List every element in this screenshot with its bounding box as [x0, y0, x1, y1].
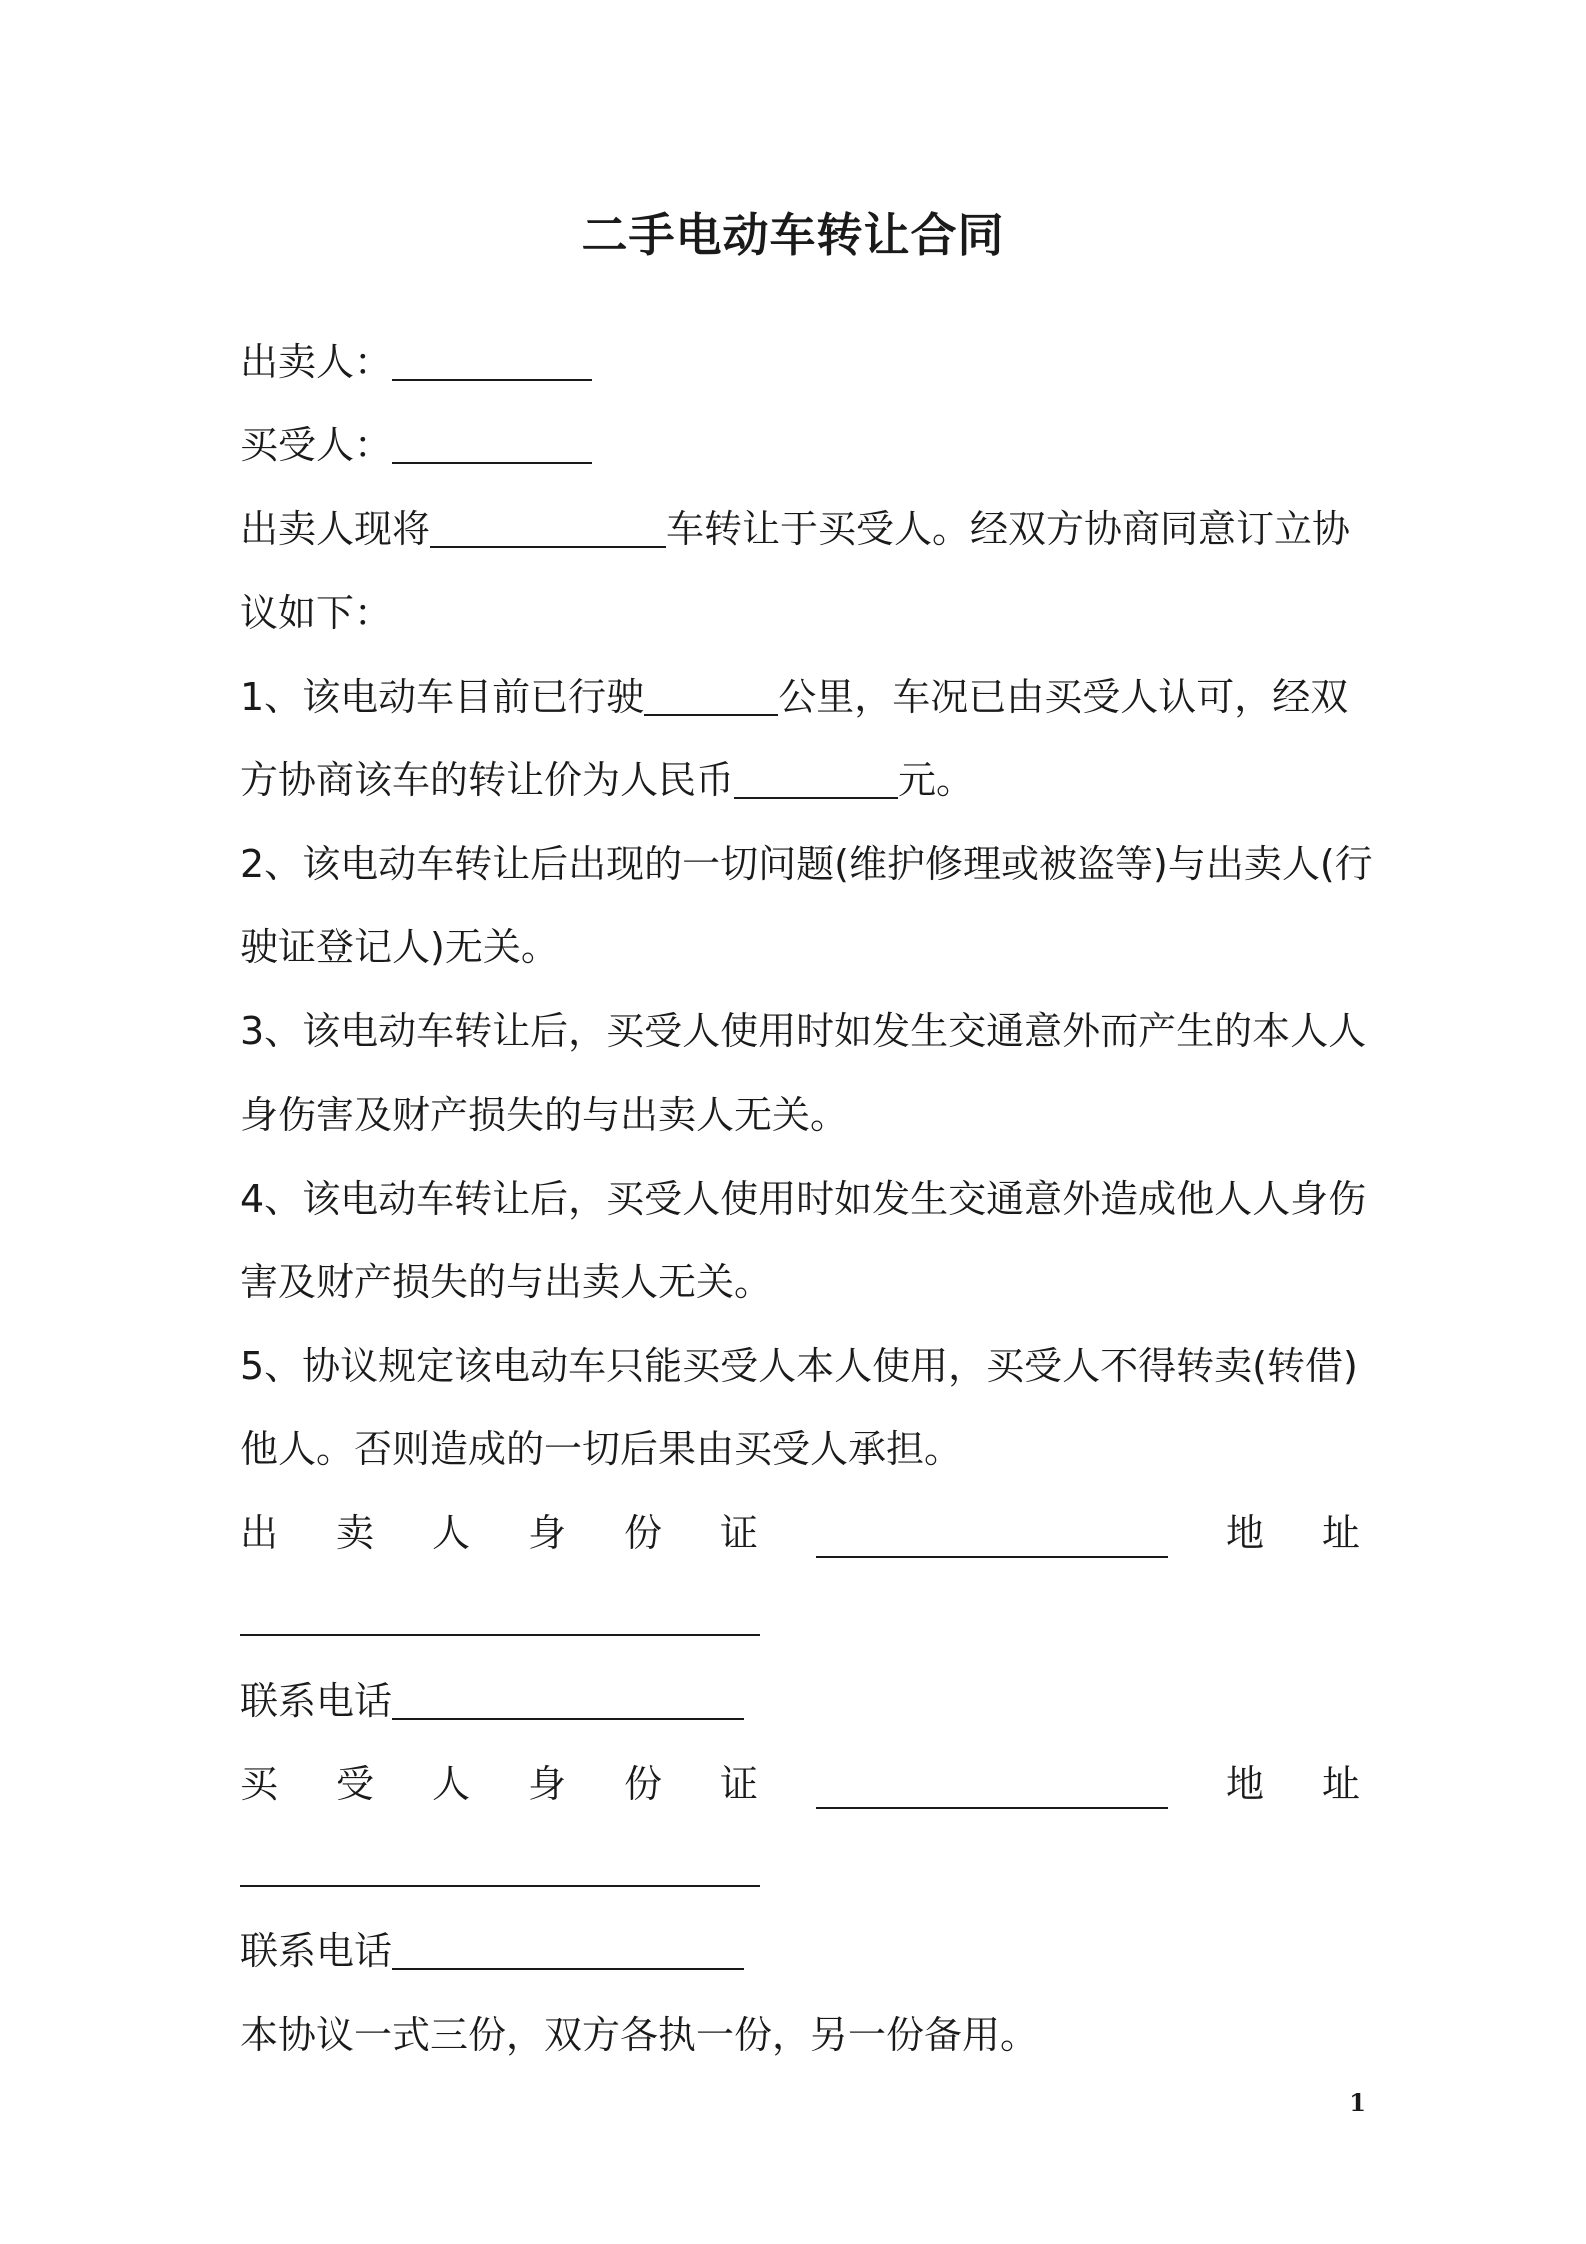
clause-2-line-2: 驶证登记人)无关。: [240, 925, 559, 969]
buyer-phone-line: [240, 1926, 1360, 1976]
closing-statement: 本协议一式三份，双方各执一份，另一份备用。: [240, 2013, 1039, 2057]
seller-label: 出卖人：: [240, 340, 393, 384]
buyer-id-char: 证: [720, 1762, 759, 1806]
clause-1-text-2: 公里，车况已由买受人认可，经双: [778, 675, 1349, 719]
clause-4-line-1: 4、该电动车转让后，买受人使用时如发生交通意外造成他人人身伤: [240, 1177, 1367, 1221]
buyer-address-line: [240, 1843, 1360, 1893]
clause-2-line-1: 2、该电动车转让后出现的一切问题(维护修理或被盗等)与出卖人(行: [240, 842, 1373, 886]
price-blank: [734, 757, 898, 799]
clause-1-text-1: 1、该电动车目前已行驶: [240, 675, 645, 719]
seller-id-char: 身: [528, 1511, 567, 1555]
mileage-blank: [644, 674, 778, 716]
buyer-name-blank: [392, 422, 592, 464]
seller-address-blank: [240, 1594, 760, 1636]
buyer-id-char: 人: [432, 1762, 471, 1806]
seller-id-char: 出: [240, 1511, 279, 1555]
buyer-id-char: 买: [240, 1762, 279, 1806]
buyer-id-char: 身: [528, 1762, 567, 1806]
seller-id-char: 份: [624, 1511, 663, 1555]
buyer-id-char: 份: [624, 1762, 663, 1806]
clause-5-line-2: 他人。否则造成的一切后果由买受人承担。: [240, 1427, 963, 1471]
buyer-line: [240, 420, 1360, 470]
seller-name-blank: [392, 339, 592, 381]
vehicle-blank: [430, 506, 666, 548]
intro-line-2: 议如下：: [240, 591, 393, 635]
clause-1-text-4: 元。: [898, 758, 975, 802]
seller-id-char: 人: [432, 1511, 471, 1555]
page-number: 1: [1349, 2088, 1366, 2117]
buyer-phone-blank: [392, 1928, 744, 1970]
seller-id-char: 证: [720, 1511, 759, 1555]
clause-5-line-1: 5、协议规定该电动车只能买受人本人使用，买受人不得转卖(转借): [240, 1344, 1358, 1388]
clause-3-line-2: 身伤害及财产损失的与出卖人无关。: [240, 1093, 849, 1137]
intro-line-1: [240, 504, 1360, 554]
document-title: 二手电动车转让合同: [581, 208, 1005, 262]
seller-address-char: 地: [1225, 1511, 1264, 1555]
seller-phone-label: 联系电话: [240, 1679, 393, 1723]
clause-1-line-1: [240, 672, 1360, 722]
buyer-address-blank: [240, 1845, 760, 1887]
seller-address-line: [240, 1592, 1360, 1642]
seller-id-line: [240, 1508, 1360, 1558]
seller-id-blank: [816, 1516, 1168, 1558]
intro-text-2: 车转让于买受人。经双方协商同意订立协: [666, 507, 1351, 551]
buyer-id-char: 受: [336, 1762, 375, 1806]
buyer-id-line: [240, 1759, 1360, 1809]
clause-1-text-3: 方协商该车的转让价为人民币: [240, 758, 735, 802]
buyer-address-char: 地: [1225, 1762, 1264, 1806]
buyer-id-blank: [816, 1767, 1168, 1809]
clause-3-line-1: 3、该电动车转让后，买受人使用时如发生交通意外而产生的本人人: [240, 1009, 1367, 1053]
seller-id-char: 卖: [336, 1511, 375, 1555]
buyer-address-char: 址: [1321, 1762, 1360, 1806]
buyer-label: 买受人：: [240, 423, 393, 467]
clause-4-line-2: 害及财产损失的与出卖人无关。: [240, 1260, 773, 1304]
seller-address-char: 址: [1321, 1511, 1360, 1555]
seller-line: [240, 337, 1360, 387]
intro-text-1: 出卖人现将: [240, 507, 431, 551]
seller-phone-blank: [392, 1678, 744, 1720]
clause-1-line-2: [240, 755, 1360, 805]
seller-phone-line: [240, 1676, 1360, 1726]
buyer-phone-label: 联系电话: [240, 1929, 393, 1973]
